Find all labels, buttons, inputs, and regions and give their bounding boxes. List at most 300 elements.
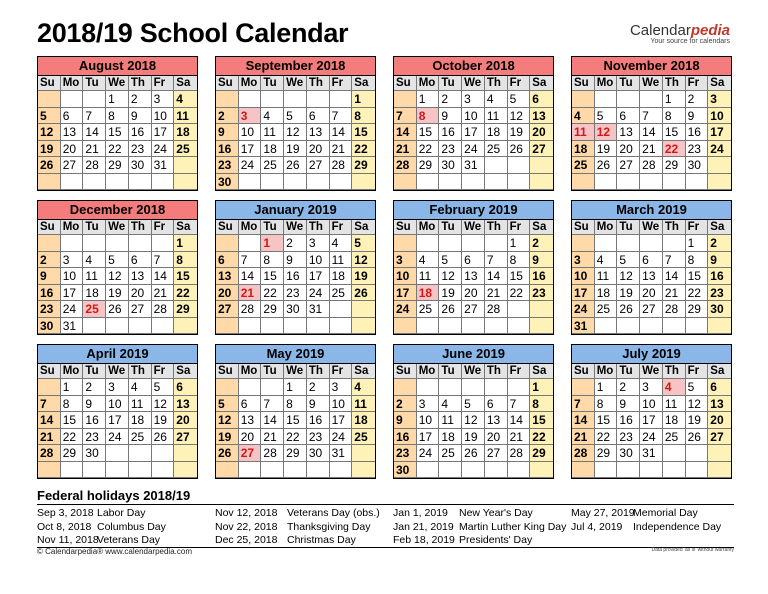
month-calendar: [37, 344, 198, 479]
day-cell: 27: [239, 445, 262, 462]
day-cell: 14: [394, 124, 417, 141]
day-cell: 17: [708, 124, 731, 141]
month-title: March 2019: [572, 201, 731, 220]
day-cell: 13: [239, 412, 262, 429]
holiday-entry: [393, 534, 566, 548]
day-cell: 22: [595, 429, 618, 446]
day-cell: 11: [83, 268, 106, 285]
day-cell: 25: [485, 141, 508, 158]
empty-day-cell: [439, 462, 462, 479]
day-cell: 24: [61, 301, 84, 318]
day-cell: 10: [640, 396, 663, 413]
day-cell: 12: [508, 108, 531, 125]
empty-day-cell: [530, 462, 553, 479]
weekday-header: We: [106, 364, 129, 379]
weekday-header: Th: [485, 76, 508, 91]
day-cell: 23: [439, 141, 462, 158]
day-cell: 17: [239, 141, 262, 158]
empty-day-cell: [663, 174, 686, 191]
month-title: May 2019: [216, 345, 375, 364]
day-cell: 10: [106, 396, 129, 413]
day-cell: 11: [595, 268, 618, 285]
holiday-entry: [37, 534, 166, 548]
weekday-header: Mo: [417, 76, 440, 91]
day-cell: 13: [640, 268, 663, 285]
brand-name: Calendarpedia: [629, 22, 730, 39]
footer-note: Data provided 'as is' without warranty: [651, 547, 734, 553]
day-cell: 2: [83, 379, 106, 396]
day-cell: 28: [485, 301, 508, 318]
day-cell: 11: [261, 124, 284, 141]
day-cell: 12: [216, 412, 239, 429]
day-cell: 12: [686, 396, 709, 413]
day-cell: 18: [417, 285, 440, 302]
day-cell: 29: [595, 445, 618, 462]
weekday-header: Sa: [708, 220, 731, 235]
empty-day-cell: [38, 462, 61, 479]
day-cell: 11: [352, 396, 375, 413]
day-cell: 4: [663, 379, 686, 396]
weekday-header: Su: [216, 76, 239, 91]
day-cell: 3: [307, 235, 330, 252]
weekday-header: Su: [38, 364, 61, 379]
day-cell: 30: [394, 462, 417, 479]
empty-day-cell: [708, 462, 731, 479]
brand-tagline: Your source for calendars: [650, 38, 730, 45]
day-cell: 6: [174, 379, 197, 396]
day-cell: 22: [686, 285, 709, 302]
empty-day-cell: [708, 174, 731, 191]
day-cell: 17: [640, 412, 663, 429]
month-title: June 2019: [394, 345, 553, 364]
empty-day-cell: [508, 379, 531, 396]
empty-day-cell: [152, 318, 175, 335]
day-cell: 18: [663, 412, 686, 429]
day-cell: 28: [640, 157, 663, 174]
empty-day-cell: [394, 174, 417, 191]
day-cell: 19: [686, 412, 709, 429]
empty-day-cell: [129, 174, 152, 191]
day-cell: 25: [572, 157, 595, 174]
day-cell: 7: [261, 396, 284, 413]
weekday-header: We: [284, 364, 307, 379]
empty-day-cell: [152, 462, 175, 479]
month-title: October 2018: [394, 57, 553, 76]
weekday-header: Sa: [708, 76, 731, 91]
day-cell: 27: [174, 429, 197, 446]
empty-day-cell: [686, 462, 709, 479]
day-cell: 15: [686, 268, 709, 285]
day-cell: 24: [330, 429, 353, 446]
day-cell: 6: [617, 108, 640, 125]
day-cell: 3: [106, 379, 129, 396]
holiday-entry: [393, 521, 566, 535]
empty-day-cell: [485, 174, 508, 191]
month-calendar: [215, 200, 376, 335]
day-cell: 11: [439, 412, 462, 429]
day-cell: 18: [174, 124, 197, 141]
day-cell: 2: [307, 379, 330, 396]
day-cell: 30: [686, 157, 709, 174]
day-cell: 20: [640, 285, 663, 302]
day-cell: 7: [485, 252, 508, 269]
empty-day-cell: [640, 235, 663, 252]
day-cell: 20: [708, 412, 731, 429]
day-cell: 13: [61, 124, 84, 141]
weekday-header: Mo: [61, 220, 84, 235]
holiday-name: New Year's Day: [459, 507, 533, 519]
day-cell: 28: [330, 157, 353, 174]
empty-day-cell: [595, 91, 618, 108]
day-cell: 16: [38, 285, 61, 302]
day-cell: 9: [530, 252, 553, 269]
day-cell: 5: [686, 379, 709, 396]
day-cell: 15: [595, 412, 618, 429]
day-cell: 22: [174, 285, 197, 302]
holiday-name: Christmas Day: [287, 534, 356, 546]
day-cell: 14: [572, 412, 595, 429]
day-cell: 18: [485, 124, 508, 141]
empty-day-cell: [595, 174, 618, 191]
day-cell: 3: [394, 252, 417, 269]
day-cell: 1: [261, 235, 284, 252]
brand-logo[interactable]: [630, 22, 730, 45]
empty-day-cell: [640, 462, 663, 479]
day-cell: 7: [38, 396, 61, 413]
day-cell: 7: [508, 396, 531, 413]
day-cell: 24: [106, 429, 129, 446]
day-cell: 9: [83, 396, 106, 413]
empty-day-cell: [394, 318, 417, 335]
day-cell: 21: [261, 429, 284, 446]
day-cell: 11: [129, 396, 152, 413]
day-cell: 27: [61, 157, 84, 174]
empty-day-cell: [417, 235, 440, 252]
weekday-header: Th: [129, 220, 152, 235]
empty-day-cell: [394, 235, 417, 252]
day-cell: 19: [152, 412, 175, 429]
empty-day-cell: [239, 174, 262, 191]
day-cell: 30: [439, 157, 462, 174]
day-cell: 6: [708, 379, 731, 396]
day-cell: 26: [439, 301, 462, 318]
holiday-name: Veterans Day (obs.): [287, 507, 380, 519]
day-cell: 7: [640, 108, 663, 125]
day-cell: 1: [106, 91, 129, 108]
holiday-entry: [393, 507, 566, 521]
day-cell: 12: [284, 124, 307, 141]
empty-day-cell: [439, 318, 462, 335]
day-cell: 27: [708, 429, 731, 446]
day-cell: 14: [38, 412, 61, 429]
day-cell: 23: [686, 141, 709, 158]
holiday-date: Nov 12, 2018: [215, 507, 278, 519]
weekday-header: Su: [216, 220, 239, 235]
weekday-header: Mo: [239, 220, 262, 235]
day-cell: 1: [417, 91, 440, 108]
empty-day-cell: [572, 174, 595, 191]
holiday-name: Veterans Day: [97, 534, 161, 546]
weekday-header: Mo: [61, 76, 84, 91]
empty-day-cell: [61, 91, 84, 108]
month-calendar: [37, 200, 198, 335]
day-cell: 31: [307, 301, 330, 318]
weekday-header: Tu: [261, 220, 284, 235]
day-cell: 14: [152, 268, 175, 285]
month-calendar: [571, 344, 732, 479]
empty-day-cell: [462, 235, 485, 252]
weekday-header: Th: [663, 364, 686, 379]
empty-day-cell: [174, 174, 197, 191]
day-cell: 1: [174, 235, 197, 252]
holiday-date: Jan 21, 2019: [393, 520, 454, 533]
day-cell: 22: [508, 285, 531, 302]
day-cell: 28: [572, 445, 595, 462]
weekday-header: Su: [38, 76, 61, 91]
weekday-header: Th: [663, 220, 686, 235]
day-cell: 13: [617, 124, 640, 141]
day-cell: 13: [216, 268, 239, 285]
day-cell: 6: [239, 396, 262, 413]
empty-day-cell: [572, 379, 595, 396]
day-cell: 20: [216, 285, 239, 302]
day-cell: 21: [508, 429, 531, 446]
day-cell: 10: [307, 252, 330, 269]
day-cell: 8: [106, 108, 129, 125]
empty-day-cell: [330, 462, 353, 479]
empty-day-cell: [38, 235, 61, 252]
day-cell: 15: [352, 124, 375, 141]
day-cell: 2: [38, 252, 61, 269]
day-cell: 23: [129, 141, 152, 158]
day-cell: 21: [152, 285, 175, 302]
empty-day-cell: [508, 301, 531, 318]
month-title: February 2019: [394, 201, 553, 220]
day-cell: 29: [261, 301, 284, 318]
day-cell: 7: [330, 108, 353, 125]
empty-day-cell: [106, 445, 129, 462]
weekday-header: Fr: [330, 364, 353, 379]
day-cell: 10: [330, 396, 353, 413]
empty-day-cell: [261, 462, 284, 479]
day-cell: 17: [152, 124, 175, 141]
empty-day-cell: [352, 445, 375, 462]
day-cell: 12: [152, 396, 175, 413]
day-cell: 12: [595, 124, 618, 141]
day-cell: 25: [261, 157, 284, 174]
day-cell: 27: [129, 301, 152, 318]
day-cell: 16: [530, 268, 553, 285]
weekday-header: Sa: [708, 364, 731, 379]
day-cell: 16: [284, 268, 307, 285]
day-cell: 4: [352, 379, 375, 396]
weekday-header: Su: [572, 220, 595, 235]
day-cell: 2: [284, 235, 307, 252]
empty-day-cell: [686, 445, 709, 462]
day-cell: 17: [462, 124, 485, 141]
weekday-header: Mo: [239, 364, 262, 379]
day-cell: 20: [129, 285, 152, 302]
day-cell: 29: [530, 445, 553, 462]
empty-day-cell: [106, 462, 129, 479]
weekday-header: We: [284, 76, 307, 91]
day-cell: 26: [38, 157, 61, 174]
month-title: April 2019: [38, 345, 197, 364]
empty-day-cell: [83, 462, 106, 479]
day-cell: 5: [352, 235, 375, 252]
day-cell: 12: [352, 252, 375, 269]
day-cell: 31: [61, 318, 84, 335]
empty-day-cell: [485, 318, 508, 335]
day-cell: 7: [83, 108, 106, 125]
empty-day-cell: [330, 301, 353, 318]
holiday-entry: [215, 507, 380, 521]
day-cell: 10: [417, 412, 440, 429]
day-cell: 2: [708, 235, 731, 252]
day-cell: 27: [617, 157, 640, 174]
empty-day-cell: [129, 462, 152, 479]
federal-holidays-title: Federal holidays 2018/19: [37, 488, 191, 503]
empty-day-cell: [352, 301, 375, 318]
holiday-entry: [215, 534, 380, 548]
day-cell: 24: [572, 301, 595, 318]
holiday-name: Columbus Day: [97, 520, 166, 533]
empty-day-cell: [640, 318, 663, 335]
weekday-header: Tu: [261, 76, 284, 91]
day-cell: 26: [508, 141, 531, 158]
day-cell: 1: [284, 379, 307, 396]
day-cell: 25: [595, 301, 618, 318]
day-cell: 3: [462, 91, 485, 108]
empty-day-cell: [663, 445, 686, 462]
day-cell: 21: [572, 429, 595, 446]
day-cell: 20: [174, 412, 197, 429]
day-cell: 16: [307, 412, 330, 429]
empty-day-cell: [530, 318, 553, 335]
weekday-header: Th: [129, 76, 152, 91]
holiday-entry: [571, 507, 721, 521]
empty-day-cell: [106, 174, 129, 191]
day-cell: 8: [352, 108, 375, 125]
month-calendar: [215, 344, 376, 479]
day-cell: 21: [394, 141, 417, 158]
empty-day-cell: [708, 157, 731, 174]
weekday-header: Sa: [352, 76, 375, 91]
weekday-header: We: [640, 220, 663, 235]
day-cell: 6: [640, 252, 663, 269]
day-cell: 18: [352, 412, 375, 429]
day-cell: 13: [485, 412, 508, 429]
empty-day-cell: [261, 174, 284, 191]
day-cell: 24: [239, 157, 262, 174]
day-cell: 19: [352, 268, 375, 285]
weekday-header: Th: [129, 364, 152, 379]
day-cell: 7: [239, 252, 262, 269]
empty-day-cell: [330, 174, 353, 191]
day-cell: 27: [640, 301, 663, 318]
empty-day-cell: [640, 174, 663, 191]
holiday-date: Oct 8, 2018: [37, 520, 92, 533]
empty-day-cell: [216, 91, 239, 108]
day-cell: 27: [485, 445, 508, 462]
day-cell: 23: [394, 445, 417, 462]
day-cell: 25: [83, 301, 106, 318]
empty-day-cell: [663, 318, 686, 335]
empty-day-cell: [261, 91, 284, 108]
day-cell: 27: [216, 301, 239, 318]
day-cell: 25: [352, 429, 375, 446]
day-cell: 6: [61, 108, 84, 125]
empty-day-cell: [174, 445, 197, 462]
day-cell: 31: [330, 445, 353, 462]
day-cell: 12: [439, 268, 462, 285]
day-cell: 11: [330, 252, 353, 269]
weekday-header: Th: [307, 220, 330, 235]
empty-day-cell: [239, 235, 262, 252]
day-cell: 16: [216, 141, 239, 158]
weekday-header: Th: [485, 364, 508, 379]
weekday-header: Fr: [330, 220, 353, 235]
day-cell: 19: [284, 141, 307, 158]
day-cell: 11: [572, 124, 595, 141]
weekday-header: Sa: [174, 76, 197, 91]
day-cell: 24: [640, 429, 663, 446]
day-cell: 26: [617, 301, 640, 318]
empty-day-cell: [708, 318, 731, 335]
day-cell: 9: [617, 396, 640, 413]
day-cell: 7: [152, 252, 175, 269]
empty-day-cell: [394, 379, 417, 396]
empty-day-cell: [417, 379, 440, 396]
weekday-header: Fr: [686, 220, 709, 235]
day-cell: 26: [284, 157, 307, 174]
day-cell: 21: [640, 141, 663, 158]
day-cell: 3: [152, 91, 175, 108]
weekday-header: Su: [572, 364, 595, 379]
day-cell: 20: [617, 141, 640, 158]
day-cell: 17: [106, 412, 129, 429]
empty-day-cell: [485, 157, 508, 174]
empty-day-cell: [38, 91, 61, 108]
day-cell: 4: [83, 252, 106, 269]
empty-day-cell: [530, 301, 553, 318]
empty-day-cell: [508, 157, 531, 174]
day-cell: 18: [261, 141, 284, 158]
day-cell: 6: [307, 108, 330, 125]
weekday-header: Fr: [508, 220, 531, 235]
empty-day-cell: [572, 462, 595, 479]
day-cell: 15: [106, 124, 129, 141]
empty-day-cell: [61, 174, 84, 191]
holiday-entry: [571, 521, 721, 535]
day-cell: 30: [38, 318, 61, 335]
day-cell: 6: [216, 252, 239, 269]
weekday-header: Sa: [530, 364, 553, 379]
day-cell: 5: [595, 108, 618, 125]
day-cell: 20: [61, 141, 84, 158]
day-cell: 8: [686, 252, 709, 269]
weekday-header: Fr: [508, 76, 531, 91]
day-cell: 20: [307, 141, 330, 158]
day-cell: 9: [129, 108, 152, 125]
day-cell: 30: [284, 301, 307, 318]
day-cell: 23: [83, 429, 106, 446]
weekday-header: Tu: [83, 364, 106, 379]
weekday-header: Tu: [83, 220, 106, 235]
day-cell: 23: [617, 429, 640, 446]
empty-day-cell: [174, 157, 197, 174]
weekday-header: We: [640, 76, 663, 91]
